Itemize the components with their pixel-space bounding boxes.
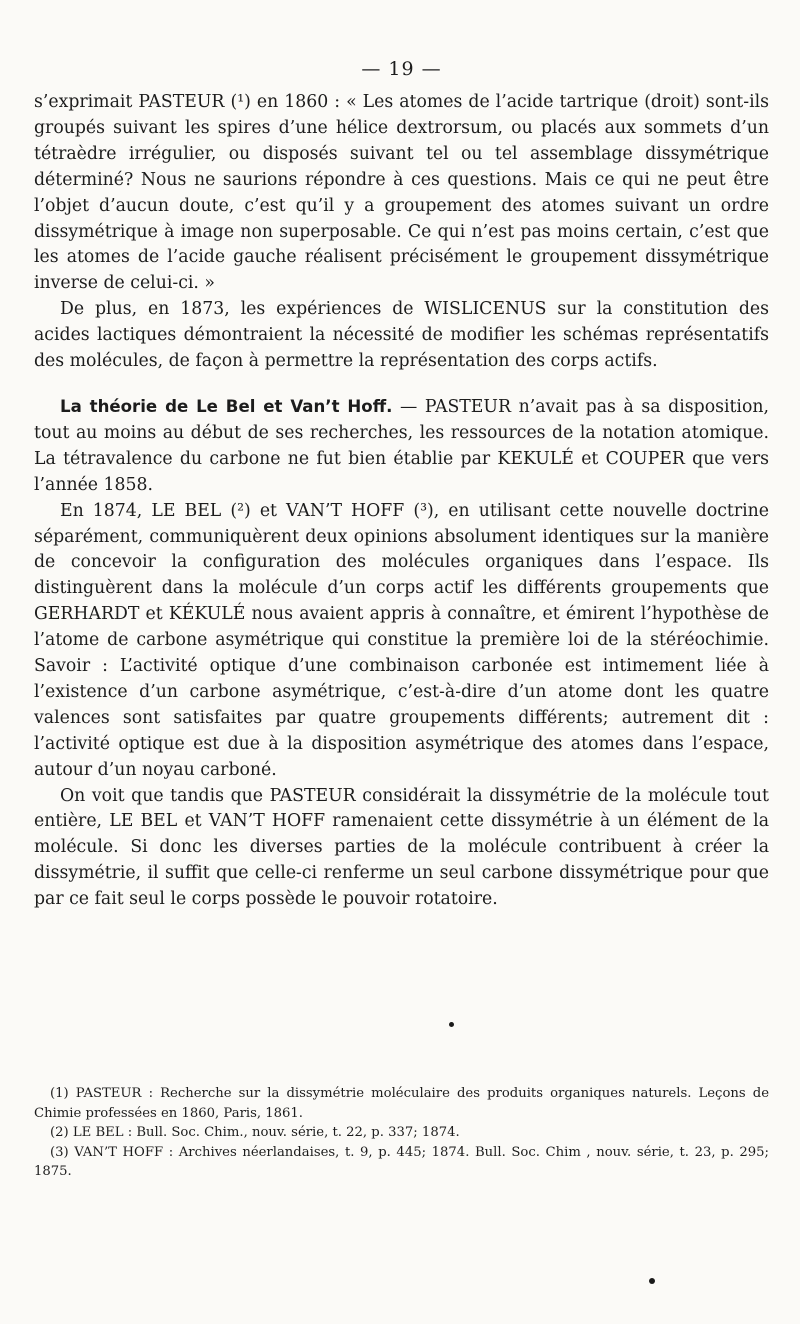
ink-speck	[449, 1022, 454, 1027]
page-content	[34, 58, 769, 913]
paragraph-le-bel-vant-hoff: En 1874, LE BEL (²) et VAN’T HOFF (³), en utilisant cette nouvelle doctrine séparément, communiquèrent deux opinions absolument identiques sur la manière de concevoir la configuration des molécules organiques dans l’espace. Ils distinguèrent dans la molécule d’un corps actif les différents groupements que GERHARDT et KÉKULÉ nous avaient appris à connaître, et émirent l’hypothèse de l’atome de carbone asymétrique qui constitue la première loi de la stéréochimie. Savoir : L’activité optique d’une combinaison carbonée est intimement liée à l’existence d’un carbone asymétrique, c’est-à-dire d’un atome dont les quatre valences sont satisfaites par quatre groupements différents; autrement dit : l’activité optique est due à la disposition asymétrique des atomes dans l’espace, autour d’un noyau carboné.	[34, 500, 769, 780]
footnotes	[34, 1084, 769, 1182]
footnote-3: (3) VAN’T HOFF : Archives néerlandaises, t. 9, p. 445; 1874. Bull. Soc. Chim , nouv. série, t. 23, p. 295; 1875.	[34, 1144, 769, 1179]
section-lead-text: — PASTEUR n’avait pas à sa disposition, tout au moins au début de ses recherches, les ressources de la notation atomique. La tétravalence du carbone ne fut bien établie par KEKULÉ et COUPER que vers l’année 1858.	[34, 396, 769, 495]
paragraph-asymmetric-carbon: On voit que tandis que PASTEUR considérait la dissymétrie de la molécule tout entière, LE BEL et VAN’T HOFF ramenaient cette dissymétrie à un élément de la molécule. Si donc les diverses parties de la molécule contribuent à créer la dissymétrie, il suffit que celle-ci renferme un seul carbone dissymétrique pour que par ce fait seul le corps possède le pouvoir rotatoire.	[34, 785, 769, 910]
footnote-1: (1) PASTEUR : Recherche sur la dissymétrie moléculaire des produits organiques naturels. Leçons de Chimie professées en 1860, Paris, 1861.	[34, 1086, 769, 1121]
footnote-2: (2) LE BEL : Bull. Soc. Chim., nouv. série, t. 22, p. 337; 1874.	[50, 1125, 460, 1140]
page-number: — 19 —	[361, 58, 442, 80]
paragraph-pasteur-quote: s’exprimait PASTEUR (¹) en 1860 : « Les atomes de l’acide tartrique (droit) sont-ils groupés suivant les spires d’une hélice dextrorsum, ou placés aux sommets d’un tétraèdre irrégulier, ou disposés suivant tel ou tel assemblage dissymétrique déterminé? Nous ne saurions répondre à ces questions. Mais ce qui ne peut être l’objet d’aucun doute, c’est qu’il y a groupement des atomes suivant un ordre dissymétrique à image non superposable. Ce qui n’est pas moins certain, c’est que les atomes de l’acide gauche réalisent précisément le groupement dissymétrique inverse de celui-ci. »	[34, 92, 769, 294]
section-intro-paragraph	[34, 394, 769, 499]
ink-speck	[649, 1278, 655, 1284]
paragraph-wislicenus: De plus, en 1873, les expériences de WISLICENUS sur la constitution des acides lactiques démontraient la nécessité de modifier les schémas représentatifs des molécules, de façon à permettre la représentation des corps actifs.	[34, 299, 769, 372]
body-text	[34, 90, 769, 913]
section-title: La théorie de Le Bel et Van’t Hoff.	[60, 396, 393, 416]
